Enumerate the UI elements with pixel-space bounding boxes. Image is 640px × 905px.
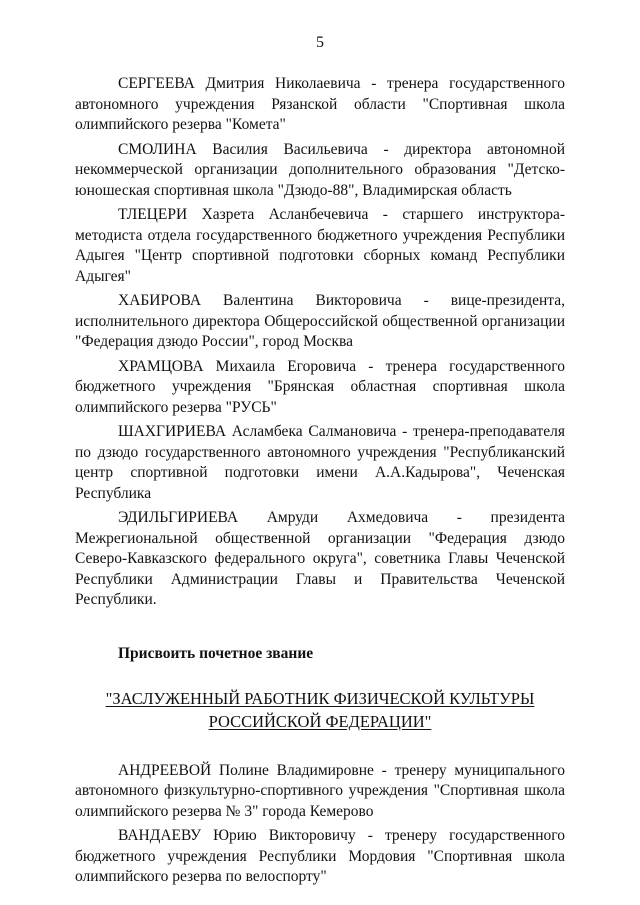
page-number: 5 [316,34,324,51]
honorary-title-line: "ЗАСЛУЖЕННЫЙ РАБОТНИК ФИЗИЧЕСКОЙ КУЛЬТУРЫ [105,688,535,708]
award-entry: СЕРГЕЕВА Дмитрия Николаевича - тренера государственного автономного учреждения Рязанской области "Спортивная школа олимпийского резерва "Комета" [75,75,565,133]
award-entry: СМОЛИНА Василия Васильевича - директора автономной некоммерческой организации дополнительного образования "Детско-юношеская спортивная школа "Дзюдо-88", Владимирская область [75,140,565,199]
section-heading: Присвоить почетное звание [118,644,314,662]
honorary-title-line: РОССИЙСКОЙ ФЕДЕРАЦИИ" [208,711,432,731]
honorary-title [75,687,565,733]
award-entry: ХРАМЦОВА Михаила Егоровича - тренера государственного бюджетного учреждения "Брянская областная спортивная школа олимпийского резерва "РУСЬ" [75,357,565,416]
award-entry: АНДРЕЕВОЙ Полине Владимировне - тренеру муниципального автономного физкультурно-спортивного учреждения "Спортивная школа олимпийского резерва № 3" города Кемерово [75,761,565,820]
document-body [75,74,565,892]
award-entry: ШАХГИРИЕВА Асламбека Салмановича - тренера-преподавателя по дзюдо государственного автономного учреждения "Республиканский центр спортивной подготовки имени А.А.Кадырова", Чеченская Республика [75,423,565,502]
award-entry: ВАНДАЕВУ Юрию Викторовичу - тренеру государственного бюджетного учреждения Республики Мордовия "Спортивная школа олимпийского резерва по велоспорту" [75,827,565,885]
award-entry: ТЛЕЦЕРИ Хазрета Асланбечевича - старшего инструктора-методиста отдела государственного бюджетного учреждения Республики Адыгея "Центр спортивной подготовки сборных команд Республики Адыгея" [75,206,565,285]
award-entry: ХАБИРОВА Валентина Викторовича - вице-президента, исполнительного директора Общероссийской общественной организации "Федерация дзюдо России", город Москва [75,292,565,350]
award-entry: ЭДИЛЬГИРИЕВА Амруди Ахмедовича - президента Межрегиональной общественной организации "Федерация дзюдо Северо-Кавказского федерального округа", советника Главы Чеченской Республики Администрации Главы и Правительства Чеченской Республики. [75,509,565,608]
